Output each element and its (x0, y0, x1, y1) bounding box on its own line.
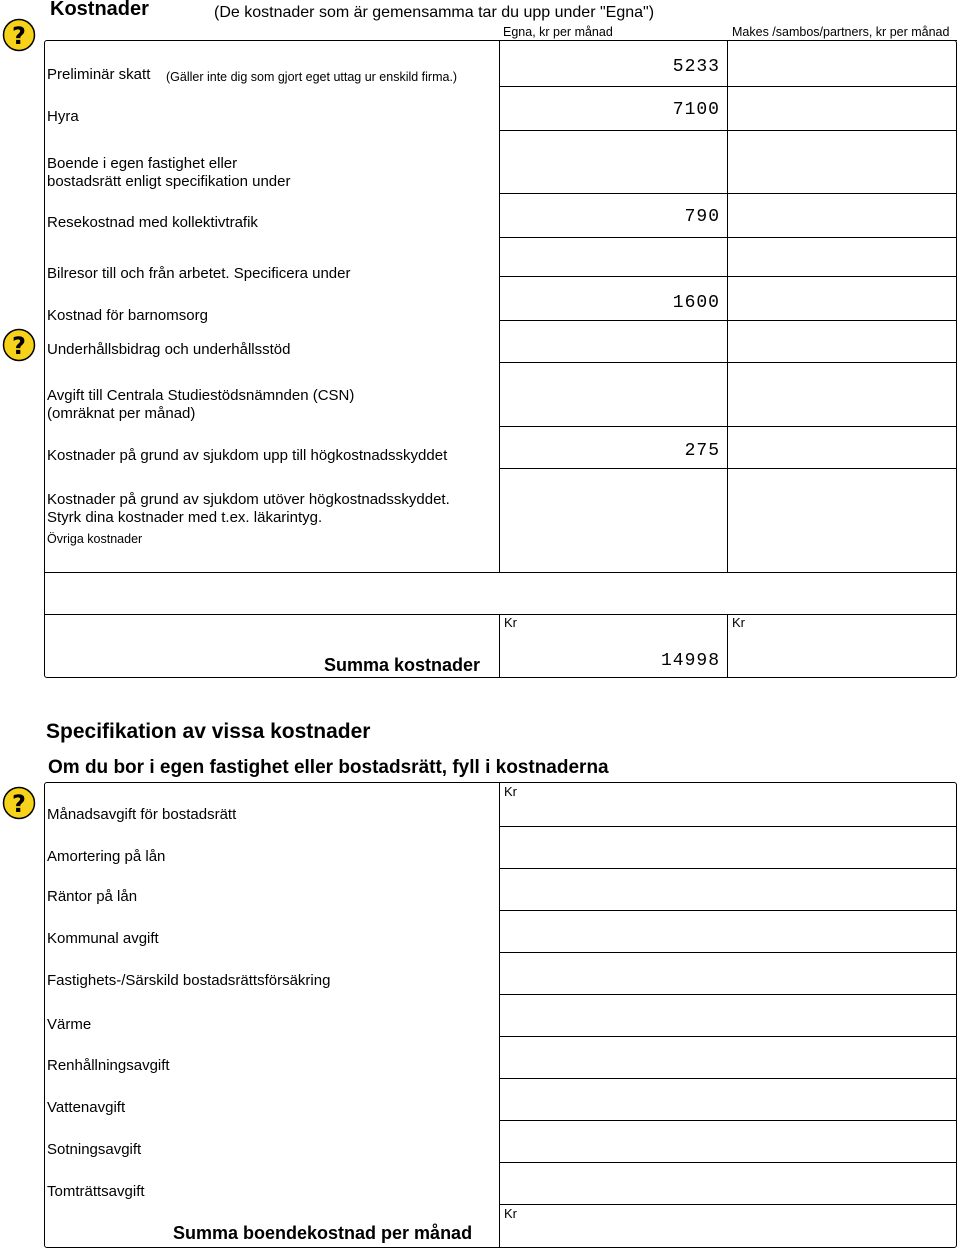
currency-label: Kr (732, 615, 745, 630)
summa-boendekostnad-label: Summa boendekostnad per månad (173, 1223, 473, 1243)
svg-text:?: ? (12, 332, 26, 360)
row-label-hyra: Hyra (47, 108, 79, 125)
own-amount-input[interactable]: 5233 (672, 57, 720, 77)
row-label-sjukdom-over: Kostnader på grund av sjukdom utöver högkostnadsskyddet. (47, 491, 450, 508)
spec-item-sotning: Sotningsavgift (47, 1141, 142, 1158)
row-label-preliminar-skatt: Preliminär skatt (47, 66, 151, 83)
row-label-sjukdom-over-line2: Styrk dina kostnader med t.ex. läkarintyg. (47, 509, 323, 526)
row-note: (Gäller inte dig som gjort eget uttag ur enskild firma.) (166, 70, 458, 84)
spec-item-kommunal-avgift: Kommunal avgift (47, 930, 159, 947)
row-label-barnomsorg: Kostnad för barnomsorg (47, 307, 208, 324)
currency-label: Kr (504, 1206, 517, 1221)
column-header-own: Egna, kr per månad (503, 25, 613, 39)
row-label-ovriga: Övriga kostnader (47, 532, 143, 546)
row-label-resekostnad: Resekostnad med kollektivtrafik (47, 214, 258, 231)
summa-own-value: 14998 (660, 651, 720, 671)
spec-subtitle: Om du bor i egen fastighet eller bostadsrätt, fyll i kostnaderna (48, 757, 609, 778)
spec-item-forsakring: Fastighets-/Särskild bostadsrättsförsäkring (47, 972, 331, 989)
row-label-boende: Boende i egen fastighet eller (47, 155, 238, 172)
column-divider (499, 40, 500, 572)
own-amount-input[interactable]: 7100 (672, 100, 720, 120)
help-icon[interactable] (2, 18, 36, 52)
row-label-csn-line2: (omräknat per månad) (47, 405, 196, 422)
summa-kostnader-label: Summa kostnader (324, 655, 481, 675)
svg-text:?: ? (12, 790, 26, 818)
svg-text:?: ? (12, 22, 26, 50)
help-icon[interactable] (2, 328, 36, 362)
row-label-sjukdom: Kostnader på grund av sjukdom upp till högkostnadsskyddet (47, 447, 448, 464)
column-header-partner: Makes /sambos/partners, kr per månad (732, 25, 950, 39)
spec-item-amortering: Amortering på lån (47, 848, 166, 865)
help-icon[interactable] (2, 786, 36, 820)
currency-label: Kr (504, 615, 517, 630)
ovriga-description-input[interactable] (50, 585, 490, 603)
row-label-boende-line2: bostadsrätt enligt specifikation under (47, 173, 291, 190)
currency-label: Kr (504, 784, 517, 799)
row-label-csn: Avgift till Centrala Studiestödsnämnden (CSN) (47, 387, 355, 404)
spec-item-vatten: Vattenavgift (47, 1099, 126, 1116)
spec-item-tomtratt: Tomträttsavgift (47, 1183, 145, 1200)
costs-table (44, 40, 957, 678)
row-label-underhall: Underhållsbidrag och underhållsstöd (47, 341, 291, 358)
row-label-bilresor: Bilresor till och från arbetet. Specificera under (47, 265, 351, 282)
spec-table (44, 782, 957, 1248)
own-amount-input[interactable]: 1600 (672, 293, 720, 313)
spec-title: Specifikation av vissa kostnader (46, 720, 371, 743)
section-subtitle: (De kostnader som är gemensamma tar du upp under "Egna") (214, 4, 655, 21)
section-title: Kostnader (50, 0, 149, 20)
spec-item-manadsavgift: Månadsavgift för bostadsrätt (47, 806, 237, 823)
spec-item-renhallning: Renhållningsavgift (47, 1057, 170, 1074)
spec-item-varme: Värme (47, 1016, 92, 1033)
spec-item-rantor: Räntor på lån (47, 888, 138, 905)
own-amount-input[interactable]: 275 (684, 441, 720, 461)
own-amount-input[interactable]: 790 (684, 207, 720, 227)
column-divider (727, 40, 728, 572)
